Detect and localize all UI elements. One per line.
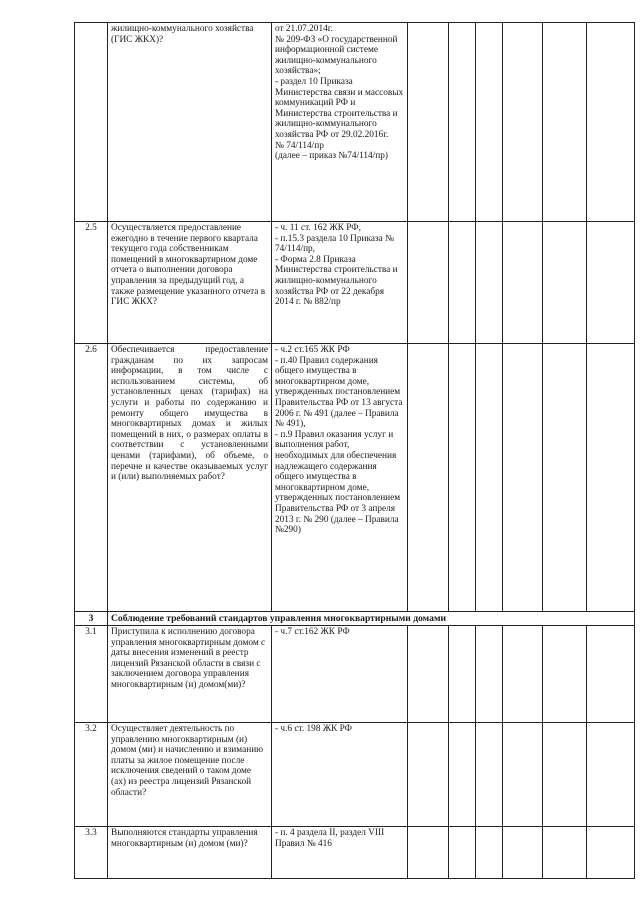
empty-cell (503, 827, 543, 879)
table-row (75, 344, 635, 612)
empty-cell (503, 723, 543, 827)
empty-cell (476, 222, 503, 344)
question-cell: Осуществляется предоставление ежегодно в течение первого квартала текущего года собственникам помещений в многоквартирном доме отчета о выполнении договора управления за предыдущий год, а также размещение указанного отчета в ГИС ЖКХ? (108, 222, 272, 344)
legal-reference-cell: - ч.2 ст.165 ЖК РФ - п.40 Правил содержания общего имущества в многоквартирном доме, утвержденных постановлением Правительства РФ от 13 августа 2006 г. № 491 (далее – Правила № 491), - п.9 Правил оказания услуг и выполнения работ, необходимых для обеспечения надлежащего содержания общего имущества в многоквартирном доме, утвержденных постановлением Правительства РФ от 3 апреля 2013 г. № 290 (далее – Правила №290) (272, 344, 408, 612)
row-number: 2.6 (75, 344, 108, 612)
empty-cell (587, 222, 635, 344)
empty-cell (408, 723, 449, 827)
section-number: 3 (75, 612, 108, 626)
legal-reference-cell: от 21.07.2014г. № 209-ФЗ «О государственной информационной системе жилищно-коммунального хозяйства»; - раздел 10 Приказа Министерства связи и массовых коммуникаций РФ и Министерства строительства и жилищно-коммунального хозяйства РФ от 29.02.2016г. № 74/114/пр (далее – приказ №74/114/пр) (272, 23, 408, 222)
empty-cell (587, 344, 635, 612)
row-number: 3.3 (75, 827, 108, 879)
empty-cell (543, 827, 587, 879)
empty-cell (476, 626, 503, 723)
empty-cell (408, 222, 449, 344)
empty-cell (408, 23, 449, 222)
question-cell: жилищно-коммунального хозяйства (ГИС ЖКХ)? (108, 23, 272, 222)
row-number: 3.1 (75, 626, 108, 723)
empty-cell (408, 344, 449, 612)
empty-cell (543, 222, 587, 344)
question-cell: Обеспечивается предоставление гражданам по их запросам информации, в том числе с использованием системы, об установленных ценах (тарифах) на услуги и работы по содержанию и ремонту общего имущества в многоквартирных домах и жилых помещений в них, о размерах оплаты в соответствии с установленными ценами (тарифами), об объеме, о перечне и качестве оказываемых услуг и (или) выполняемых работ? (108, 344, 272, 612)
empty-cell (587, 626, 635, 723)
legal-reference-cell: - ч.7 ст.162 ЖК РФ (272, 626, 408, 723)
inspection-checklist-table (74, 22, 635, 879)
legal-reference-cell: - ч.6 ст. 198 ЖК РФ (272, 723, 408, 827)
empty-cell (476, 344, 503, 612)
table-row (75, 626, 635, 723)
empty-cell (449, 626, 476, 723)
table-row (75, 23, 635, 222)
empty-cell (587, 827, 635, 879)
empty-cell (408, 827, 449, 879)
empty-cell (543, 723, 587, 827)
table-row (75, 723, 635, 827)
empty-cell (408, 626, 449, 723)
empty-cell (449, 23, 476, 222)
empty-cell (449, 222, 476, 344)
empty-cell (476, 23, 503, 222)
empty-cell (587, 23, 635, 222)
empty-cell (503, 344, 543, 612)
table-row (75, 827, 635, 879)
section-title: Соблюдение требований стандартов управления многоквартирными домами (108, 612, 635, 626)
table-row (75, 222, 635, 344)
empty-cell (449, 344, 476, 612)
row-number: 2.5 (75, 222, 108, 344)
empty-cell (503, 626, 543, 723)
empty-cell (543, 23, 587, 222)
question-cell: Приступила к исполнению договора управления многоквартирным домом с даты внесения изменений в реестр лицензий Рязанской области в связи с заключением договора управления многоквартирным (и) домом(ми)? (108, 626, 272, 723)
row-number (75, 23, 108, 222)
legal-reference-cell: - п. 4 раздела II, раздел VIII Правил № 416 (272, 827, 408, 879)
empty-cell (543, 626, 587, 723)
empty-cell (449, 723, 476, 827)
empty-cell (449, 827, 476, 879)
empty-cell (503, 23, 543, 222)
question-cell: Выполняются стандарты управления многоквартирным (и) домом (ми)? (108, 827, 272, 879)
empty-cell (543, 344, 587, 612)
empty-cell (476, 827, 503, 879)
empty-cell (587, 723, 635, 827)
question-cell: Осуществляет деятельность по управлению многоквартирным (и) домом (ми) и начислению и взиманию платы за жилое помещение после исключения сведений о таком доме (ах) из реестра лицензий Рязанской области? (108, 723, 272, 827)
empty-cell (503, 222, 543, 344)
empty-cell (476, 723, 503, 827)
section-header-row (75, 612, 635, 626)
row-number: 3.2 (75, 723, 108, 827)
legal-reference-cell: - ч. 11 ст. 162 ЖК РФ, - п.15.3 раздела 10 Приказа № 74/114/пр, - Форма 2.8 Приказа Министерства строительства и жилищно-коммунального хозяйства РФ от 22 декабря 2014 г. № 882/пр (272, 222, 408, 344)
